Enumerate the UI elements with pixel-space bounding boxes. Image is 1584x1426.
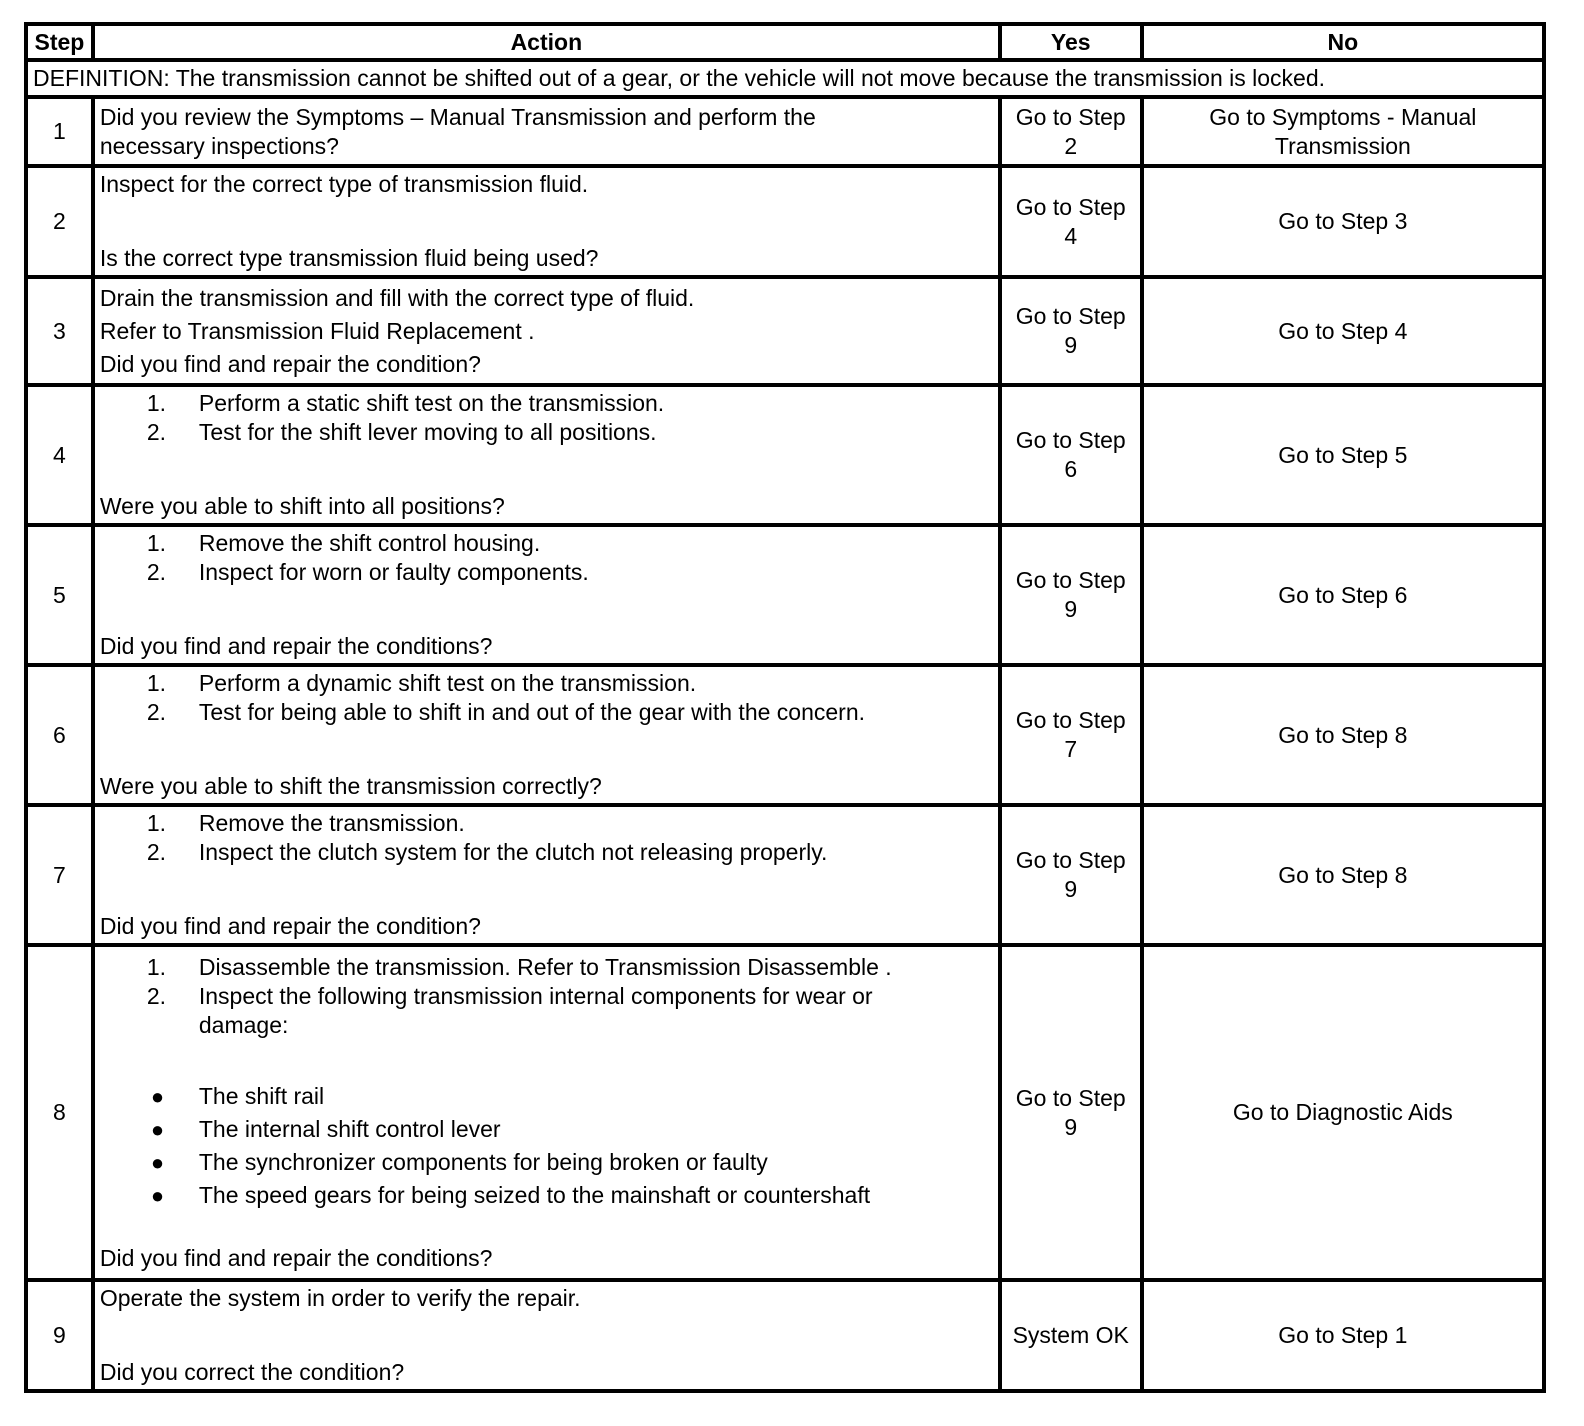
step-number: 4 <box>26 385 93 525</box>
step-yes <box>1000 385 1142 525</box>
bullet-icon: ● <box>150 1083 165 1109</box>
item-text: Inspect the clutch system for the clutch not releasing properly. <box>198 839 828 865</box>
step-action <box>93 525 1000 665</box>
yes-line: 9 <box>1064 1113 1078 1140</box>
step-row-3 <box>26 277 1544 385</box>
yes-line: Go to Step <box>1015 103 1126 130</box>
yes-line: 9 <box>1064 332 1078 358</box>
action-line: Did you review the Symptoms – Manual Transmission and perform the <box>99 103 816 130</box>
action-intro: Inspect for the correct type of transmission fluid. <box>99 171 589 197</box>
item-text: Test for the shift lever moving to all positions. <box>198 419 657 445</box>
item-number: 2. <box>146 559 167 585</box>
numbered-item <box>100 953 993 982</box>
bullet-item <box>100 1115 993 1144</box>
action-question: Is the correct type transmission fluid being used? <box>99 245 599 271</box>
yes-line: Go to Step <box>1015 427 1126 453</box>
step-yes <box>1000 525 1142 665</box>
bullet-text: The internal shift control lever <box>198 1115 501 1142</box>
yes-line: Go to Step <box>1015 847 1126 873</box>
item-text: Perform a dynamic shift test on the transmission. <box>198 670 697 696</box>
yes-line: Go to Step <box>1015 707 1126 733</box>
step-action <box>93 97 1000 166</box>
numbered-item <box>100 558 993 587</box>
bullet-item <box>100 1082 993 1111</box>
header-step: Step <box>26 24 93 60</box>
bullet-icon: ● <box>150 1149 165 1175</box>
item-number: 2. <box>146 839 167 865</box>
step-no: Go to Step 8 <box>1142 805 1544 945</box>
yes-line: 4 <box>1064 222 1078 249</box>
item-text: Perform a static shift test on the transmission. <box>198 390 665 416</box>
step-row-2 <box>26 166 1544 277</box>
step-no: Go to Step 3 <box>1142 166 1544 277</box>
step-yes <box>1000 166 1142 277</box>
item-number: 1. <box>146 390 167 416</box>
action-line: necessary inspections? <box>99 132 339 159</box>
bullet-text: The shift rail <box>198 1082 325 1109</box>
item-number: 2. <box>146 699 167 725</box>
item-text: Remove the transmission. <box>198 810 465 836</box>
step-number: 1 <box>26 97 93 166</box>
step-action <box>93 665 1000 805</box>
action-line: Did you find and repair the condition? <box>99 350 481 377</box>
step-action <box>93 805 1000 945</box>
yes-line: Go to Step <box>1015 1084 1126 1111</box>
bullet-item <box>100 1148 993 1177</box>
step-row-4 <box>26 385 1544 525</box>
definition-text: DEFINITION: The transmission cannot be shifted out of a gear, or the vehicle will not move because the transmission is locked. <box>26 60 1544 97</box>
item-text: Inspect for worn or faulty components. <box>198 559 589 585</box>
bullet-icon: ● <box>150 1182 165 1208</box>
step-number: 5 <box>26 525 93 665</box>
numbered-item <box>100 418 993 447</box>
no-line: Go to Symptoms - Manual <box>1209 103 1477 130</box>
step-yes <box>1000 277 1142 385</box>
yes-line: 9 <box>1064 876 1078 902</box>
item-text: Test for being able to shift in and out of the gear with the concern. <box>198 699 866 725</box>
numbered-item <box>100 669 993 698</box>
header-action: Action <box>93 24 1000 60</box>
yes-line: Go to Step <box>1015 567 1126 593</box>
step-number: 9 <box>26 1280 93 1391</box>
header-no: No <box>1142 24 1544 60</box>
step-no: Go to Step 6 <box>1142 525 1544 665</box>
numbered-item <box>100 529 993 558</box>
item-number: 1. <box>146 953 167 980</box>
step-row-7 <box>26 805 1544 945</box>
step-no: Go to Step 4 <box>1142 277 1544 385</box>
step-yes <box>1000 665 1142 805</box>
action-line: Refer to Transmission Fluid Replacement . <box>99 317 535 344</box>
step-no: Go to Step 5 <box>1142 385 1544 525</box>
step-action <box>93 166 1000 277</box>
step-row-8 <box>26 945 1544 1280</box>
step-row-1 <box>26 97 1544 166</box>
yes-line: 2 <box>1064 132 1078 159</box>
step-yes <box>1000 805 1142 945</box>
bullet-item <box>100 1181 993 1210</box>
yes-line: Go to Step <box>1015 193 1126 220</box>
step-no <box>1142 97 1544 166</box>
numbered-item <box>100 809 993 838</box>
item-number: 1. <box>146 530 167 556</box>
step-no: Go to Step 1 <box>1142 1280 1544 1391</box>
step-action <box>93 385 1000 525</box>
header-yes: Yes <box>1000 24 1142 60</box>
bullet-icon: ● <box>150 1116 165 1142</box>
action-intro: Operate the system in order to verify the repair. <box>99 1285 581 1311</box>
step-number: 7 <box>26 805 93 945</box>
step-action <box>93 1280 1000 1391</box>
item-text: Remove the shift control housing. <box>198 530 541 556</box>
numbered-item <box>100 982 993 1040</box>
item-text: Inspect the following transmission internal components for wear or damage: <box>198 982 873 1038</box>
step-no: Go to Diagnostic Aids <box>1142 945 1544 1280</box>
step-number: 2 <box>26 166 93 277</box>
item-number: 1. <box>146 810 167 836</box>
yes-line: 6 <box>1064 456 1078 482</box>
action-question: Did you find and repair the condition? <box>99 913 481 939</box>
step-no: Go to Step 8 <box>1142 665 1544 805</box>
action-question: Were you able to shift the transmission correctly? <box>99 773 602 799</box>
action-question: Did you find and repair the conditions? <box>99 1244 493 1271</box>
step-row-9 <box>26 1280 1544 1391</box>
step-number: 6 <box>26 665 93 805</box>
step-number: 8 <box>26 945 93 1280</box>
step-yes <box>1000 945 1142 1280</box>
step-yes: System OK <box>1000 1280 1142 1391</box>
definition-row <box>26 60 1544 97</box>
action-question: Did you correct the condition? <box>99 1359 405 1385</box>
action-question: Were you able to shift into all positions? <box>99 493 505 519</box>
no-line: Transmission <box>1274 132 1411 159</box>
item-number: 2. <box>146 982 167 1009</box>
yes-line: Go to Step <box>1015 303 1126 329</box>
action-line: Drain the transmission and fill with the correct type of fluid. <box>99 284 695 311</box>
step-action <box>93 277 1000 385</box>
item-number: 2. <box>146 419 167 445</box>
step-number: 3 <box>26 277 93 385</box>
step-row-5 <box>26 525 1544 665</box>
item-number: 1. <box>146 670 167 696</box>
step-yes <box>1000 97 1142 166</box>
yes-line: 7 <box>1064 736 1078 762</box>
yes-line: 9 <box>1064 596 1078 622</box>
header-row <box>26 24 1544 60</box>
step-row-6 <box>26 665 1544 805</box>
numbered-item <box>100 838 993 867</box>
item-text: Disassemble the transmission. Refer to Transmission Disassemble . <box>198 953 892 980</box>
bullet-text: The speed gears for being seized to the mainshaft or countershaft <box>198 1181 871 1208</box>
numbered-item <box>100 698 993 727</box>
bullet-text: The synchronizer components for being broken or faulty <box>198 1148 768 1175</box>
diagnostic-table <box>24 22 1546 1393</box>
action-question: Did you find and repair the conditions? <box>99 633 493 659</box>
step-action <box>93 945 1000 1280</box>
numbered-item <box>100 389 993 418</box>
